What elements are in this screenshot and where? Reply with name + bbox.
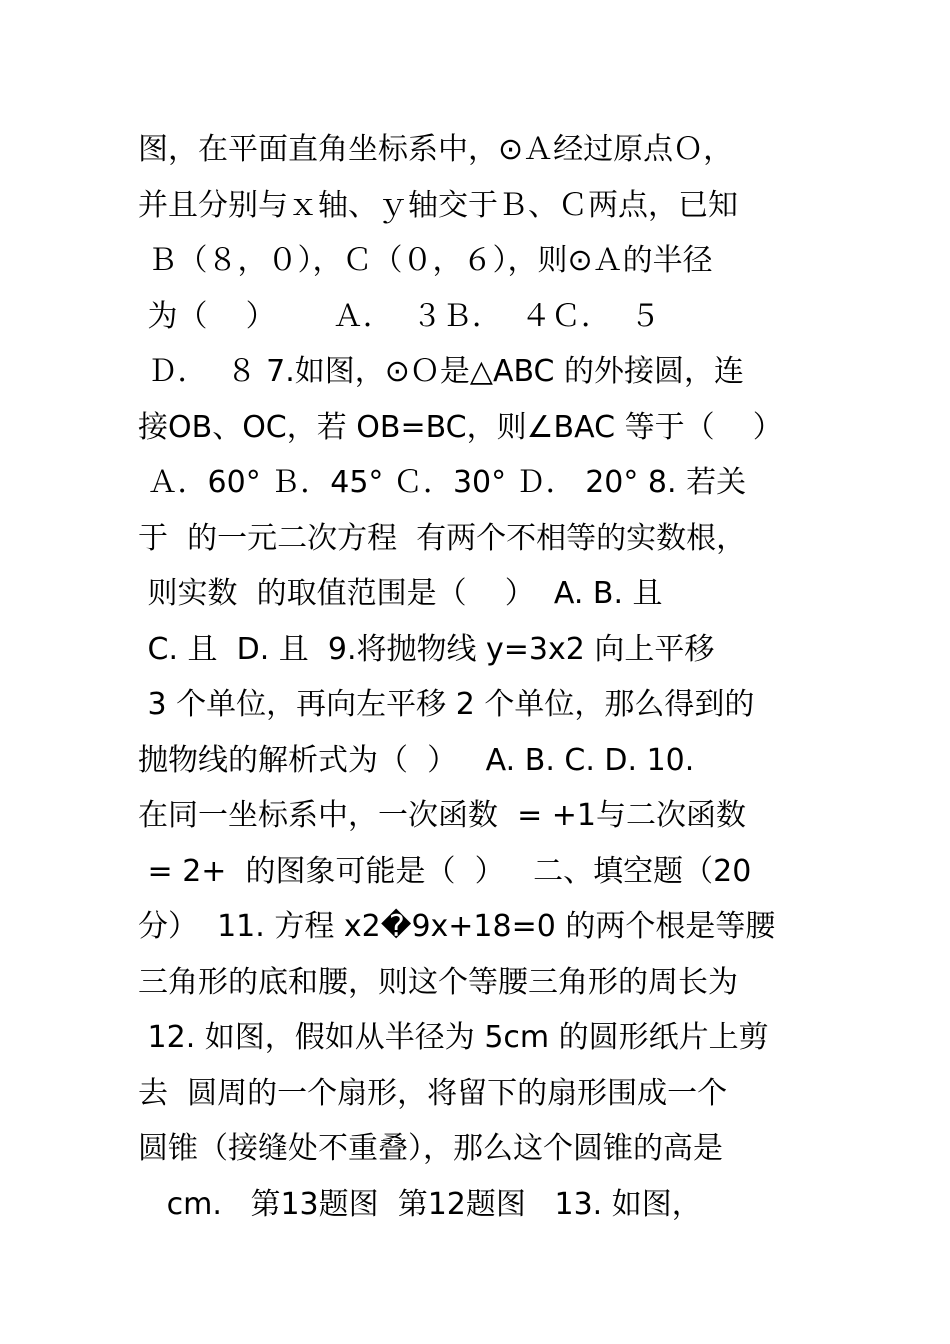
text-line: Ａ．60° Ｂ．45° Ｃ．30° Ｄ． 20° 8. 若关 — [138, 465, 747, 500]
text-line: C. 且 D. 且 9.将抛物线 y=3x2 向上平移 — [138, 631, 715, 667]
text-line: 于 的一元二次方程 有两个不相等的实数根， — [138, 520, 747, 556]
text-line: 3 个单位，再向左平移 2 个单位，那么得到的 — [138, 687, 755, 722]
text-line: 图，在平面直角坐标系中，⊙Ａ经过原点Ｏ， — [138, 132, 734, 167]
text-line: 去 圆周的一个扇形，将留下的扇形围成一个 — [138, 1075, 728, 1111]
text-line: cm. 第13题图 第12题图 13. 如图， — [138, 1186, 702, 1222]
text-line: 圆锥（接缝处不重叠），那么这个圆锥的高是 — [138, 1131, 723, 1166]
text-line: 接OB、OC，若 OB=BC，则∠BAC 等于（ ） — [138, 409, 783, 445]
text-line: 则实数 的取值范围是（ ） A. B. 且 — [138, 576, 663, 611]
text-line: = 2+ 的图象可能是（ ） 二、填空题（20 — [138, 853, 752, 889]
text-line: 为（ ） Ａ． ３Ｂ． ４Ｃ． ５ — [138, 298, 661, 334]
document-body — [138, 122, 838, 1232]
text-line: Ｂ（８，０），Ｃ（０，６），则⊙Ａ的半径 — [138, 243, 713, 278]
text-line: 并且分别与ｘ轴、ｙ轴交于Ｂ、Ｃ两点，已知 — [138, 187, 738, 223]
text-line: 12. 如图，假如从半径为 5cm 的圆形纸片上剪 — [138, 1020, 769, 1055]
text-line: 三角形的底和腰，则这个等腰三角形的周长为 — [138, 964, 738, 1000]
text-line: 分） 11. 方程 x2�9x+18=0 的两个根是等腰 — [138, 909, 776, 944]
text-line: Ｄ． ８ 7.如图，⊙Ｏ是△ABC 的外接圆，连 — [138, 354, 745, 389]
text-line: 在同一坐标系中，一次函数 = +1与二次函数 — [138, 798, 746, 833]
text-line: 抛物线的解析式为（ ） A. B. C. D. 10. — [138, 742, 695, 778]
